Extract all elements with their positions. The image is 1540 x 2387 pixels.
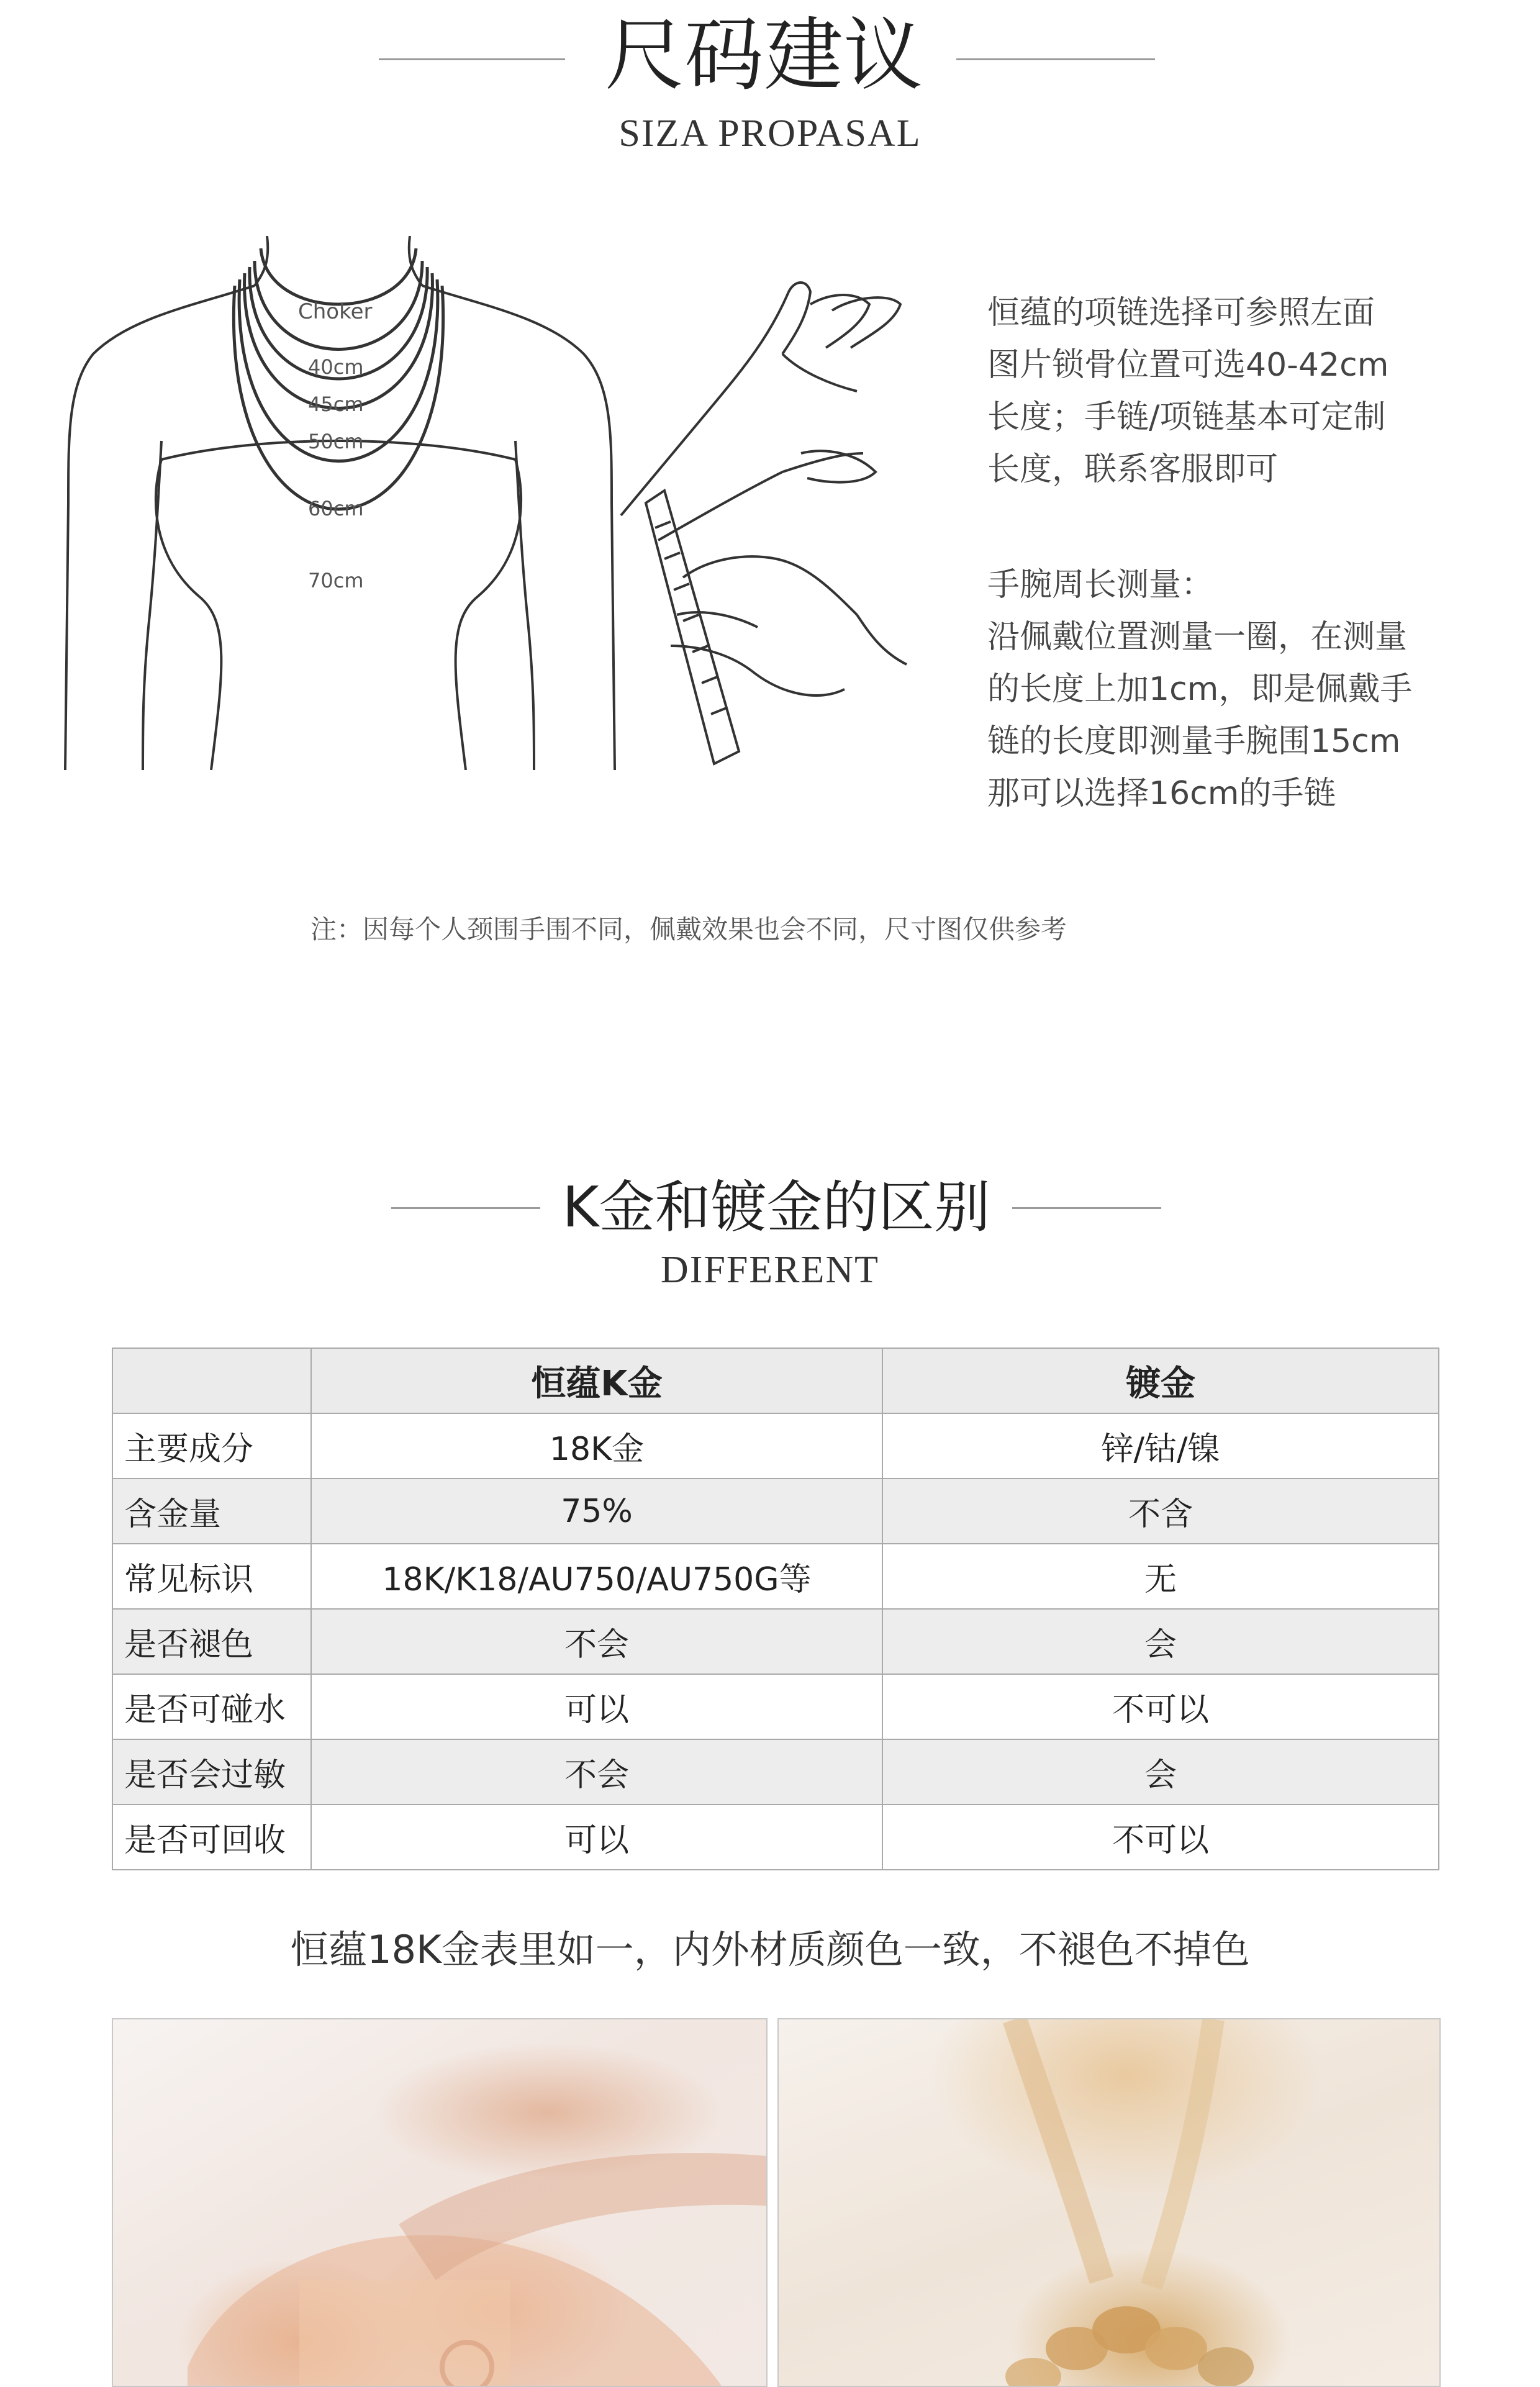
table-row	[112, 1479, 1439, 1544]
size-desc-line-4: 长度，联系客服即可	[987, 451, 1279, 488]
row-kgold-value: 可以	[311, 1805, 882, 1870]
diff-title-cn: K金和镀金的区别	[562, 1175, 990, 1240]
row-kgold-value: 不会	[311, 1609, 882, 1674]
wrist-measure-illustration	[596, 267, 919, 782]
row-plating-value: 无	[882, 1544, 1439, 1609]
necklace-label-choker: Choker	[298, 299, 373, 324]
row-plating-value: 会	[882, 1609, 1439, 1674]
row-label: 是否褪色	[112, 1609, 311, 1674]
necklace-label-50cm: 50cm	[308, 430, 364, 453]
row-label: 是否可碰水	[112, 1674, 311, 1739]
necklace-label-60cm: 60cm	[308, 497, 364, 520]
row-kgold-value: 18K金	[311, 1413, 882, 1479]
comparison-table	[112, 1348, 1439, 1870]
size-desc-line-8: 的长度上加1cm，即是佩戴手	[987, 671, 1413, 708]
size-desc-line-2: 图片锁骨位置可选40-42cm	[987, 346, 1389, 384]
row-label: 是否可回收	[112, 1805, 311, 1870]
chain-shape	[779, 2019, 1439, 2386]
row-label: 是否会过敏	[112, 1739, 311, 1805]
row-plating-value: 不含	[882, 1479, 1439, 1544]
diff-title-en: DIFFERENT	[660, 1249, 880, 1291]
title-rule-right	[956, 58, 1155, 60]
necklace-label-40cm: 40cm	[308, 355, 364, 379]
size-note: 注：因每个人颈围手围不同，佩戴效果也会不同，尺寸图仅供参考	[310, 914, 1067, 944]
row-label: 常见标识	[112, 1544, 311, 1609]
table-row	[112, 1544, 1439, 1609]
necklace-label-45cm: 45cm	[308, 392, 364, 416]
table-row	[112, 1805, 1439, 1870]
ring-shape	[113, 2019, 766, 2386]
row-plating-value: 不可以	[882, 1674, 1439, 1739]
table-row	[112, 1739, 1439, 1805]
diff-rule-right	[1012, 1207, 1161, 1209]
table-header-kgold: 恒蕴K金	[311, 1348, 882, 1413]
table-header-plating: 镀金	[882, 1348, 1439, 1413]
row-kgold-value: 可以	[311, 1674, 882, 1739]
size-desc-line-1: 恒蕴的项链选择可参照左面	[987, 294, 1375, 332]
row-kgold-value: 75%	[311, 1479, 882, 1544]
size-title-en: SIZA PROPASAL	[618, 112, 922, 155]
row-plating-value: 不可以	[882, 1805, 1439, 1870]
size-desc-line-10: 那可以选择16cm的手链	[987, 775, 1336, 812]
gold-slogan: 恒蕴18K金表里如一，内外材质颜色一致，不褪色不掉色	[290, 1927, 1250, 1972]
table-row	[112, 1609, 1439, 1674]
row-plating-value: 锌/钴/镍	[882, 1413, 1439, 1479]
row-kgold-value: 不会	[311, 1739, 882, 1805]
table-header-row	[112, 1348, 1439, 1413]
table-header-cell	[112, 1348, 311, 1413]
table-row	[112, 1413, 1439, 1479]
row-plating-value: 会	[882, 1739, 1439, 1805]
row-label: 主要成分	[112, 1413, 311, 1479]
size-desc-line-3: 长度；手链/项链基本可定制	[987, 399, 1386, 436]
size-desc-line-7: 沿佩戴位置测量一圈，在测量	[987, 618, 1408, 656]
ring-photo	[112, 2018, 768, 2387]
chain-photo	[777, 2018, 1441, 2387]
size-title-cn: 尺码建议	[604, 9, 923, 102]
size-desc-line-6: 手腕周长测量：	[987, 566, 1214, 604]
size-desc-line-9: 链的长度即测量手腕围15cm	[987, 723, 1401, 760]
necklace-label-70cm: 70cm	[308, 569, 364, 592]
row-label: 含金量	[112, 1479, 311, 1544]
diff-rule-left	[391, 1207, 540, 1209]
row-kgold-value: 18K/K18/AU750/AU750G等	[311, 1544, 882, 1609]
table-row	[112, 1674, 1439, 1739]
title-rule-left	[379, 58, 565, 60]
